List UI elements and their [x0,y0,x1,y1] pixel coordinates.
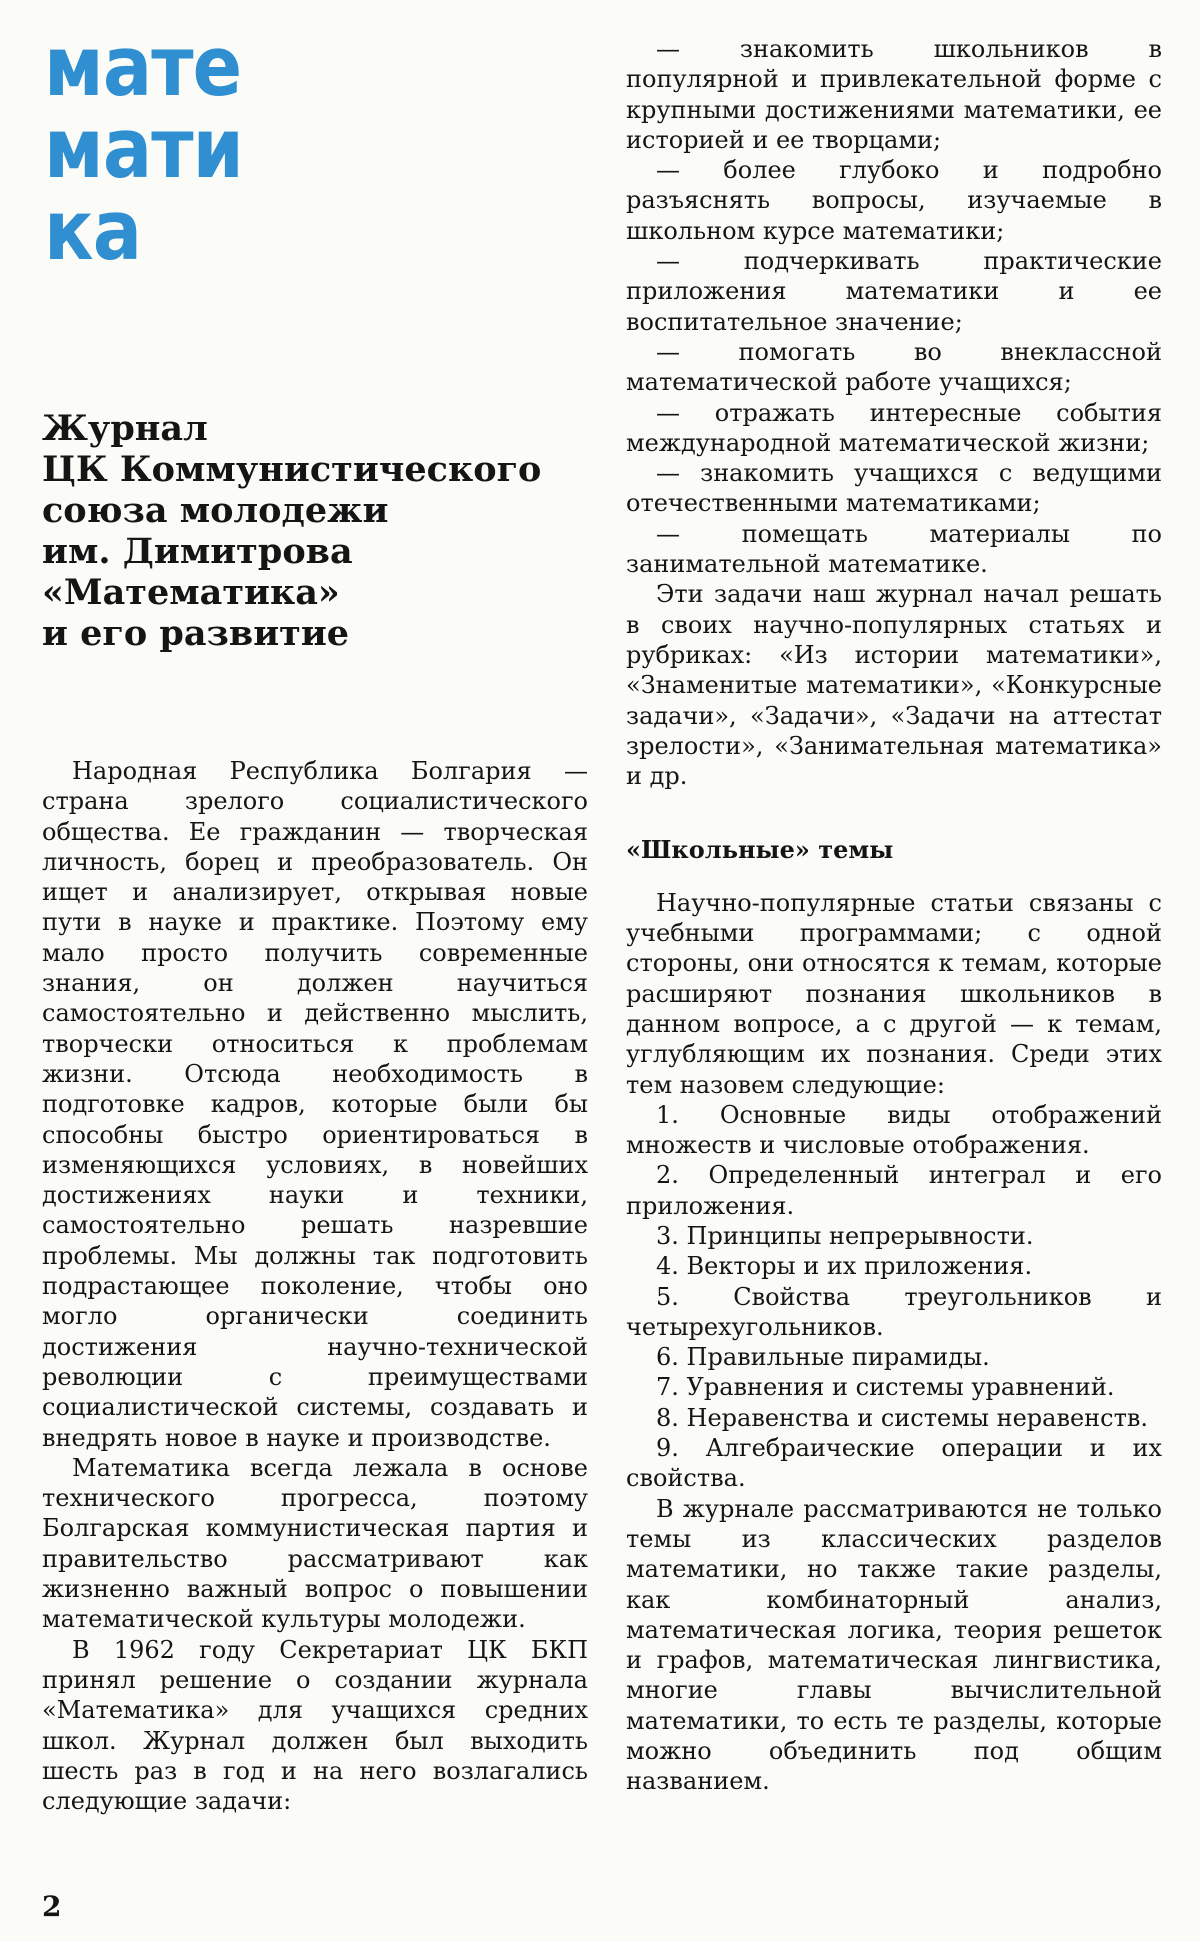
topic-item: 9. Алгебраические операции и их свойства. [626,1434,1162,1493]
task-item: — подчеркивать практические приложения математики и ее воспитательное значение; [626,247,1162,336]
topic-item: 3. Принципы непрерывности. [656,1221,1034,1250]
title-line: «Математика» [42,572,340,613]
topic-item: 5. Свойства треугольников и четырехугольников. [626,1282,1162,1341]
paragraph: Математика всегда лежала в основе технического прогресса, поэтому Болгарская коммунистическая партия и правительство рассматривают как жизненно важный вопрос о повышении математической культуры молодежи. [42,1453,588,1634]
logo-line: мате [44,18,242,115]
paragraph: Народная Республика Болгария — страна зрелого социалистического общества. Ее гражданин — творческая личность, борец и преобразователь. Он ищет и анализирует, открывая новые пути в науке и практике. Поэтому ему мало просто получить современные знания, он должен научиться самостоятельно и действенно мыслить, творчески относиться к проблемам жизни. Отсюда необходимость в подготовке кадров, которые были бы способны быстро ориентироваться в изменяющихся условиях, в новейших достижениях науки и техники, самостоятельно решать назревшие проблемы. Мы должны так подготовить подрастающее поколение, чтобы оно могло органически соединить достижения научно-технической революции с преимуществами социалистической системы, создавать и внедрять новое в науке и производстве. [42,757,588,1452]
article-title [42,408,582,654]
task-item: — знакомить учащихся с ведущими отечественными математиками; [626,459,1162,518]
task-item: — помещать материалы по занимательной математике. [626,519,1162,579]
topic-item: 4. Векторы и их приложения. [656,1252,1033,1281]
task-item: — помогать во внеклассной математической работе учащихся; [626,337,1162,397]
task-item: — знакомить школьников в популярной и привлекательной форме с крупными достижениями математики, ее историей и ее творцами; [626,35,1162,154]
logo-line: мати [44,100,243,197]
title-line: ЦК Коммунистического [42,449,542,490]
title-line: Журнал [42,408,208,449]
paragraph: В 1962 году Секретариат ЦК БКП принял решение о создании журнала «Математика» для учащихся средних школ. Журнал должен был выходить шесть раз в год и на него возлагались следующие задачи: [42,1635,588,1816]
title-line: союза молодежи [42,490,389,531]
topic-item: 8. Неравенства и системы неравенств. [656,1403,1149,1432]
title-line: им. Димитрова [42,531,353,572]
left-column [42,756,588,1816]
section-heading: «Школьные» темы [626,835,894,865]
paragraph: Эти задачи наш журнал начал решать в своих научно-популярных статьях и рубриках: «Из истории математики», «Знаменитые математики», «Конкурсные задачи», «Задачи», «Задачи на аттестат зрелости», «Занимательная математика» и др. [626,580,1162,791]
page-number: 2 [42,1890,62,1923]
right-column [626,34,1162,1797]
topic-item: 2. Определенный интеграл и его приложения. [626,1161,1162,1220]
task-item: — отражать интересные события международной математической жизни; [626,398,1162,457]
title-line: и его развитие [42,613,350,654]
topic-item: 6. Правильные пирамиды. [656,1343,990,1372]
task-item: — более глубоко и подробно разъяснять вопросы, изучаемые в школьном курсе математики; [626,156,1162,245]
paragraph: В журнале рассматриваются не только темы из классических разделов математики, но также такие разделы, как комбинаторный анализ, математическая логика, теория решеток и графов, математическая лингвистика, многие главы вычислительной математики, то есть те разделы, которые можно объединить под общим названием. [626,1494,1162,1796]
topic-item: 1. Основные виды отображений множеств и числовые отображения. [626,1100,1162,1160]
magazine-logo [44,18,264,279]
logo-line: ка [44,182,142,279]
topic-item: 7. Уравнения и системы уравнений. [656,1373,1115,1402]
paragraph: Научно-популярные статьи связаны с учебными программами; с одной стороны, они относятся к темам, которые расширяют познания школьников в данном вопросе, а с другой — к темам, углубляющим их познания. Среди этих тем назовем следующие: [626,888,1162,1099]
